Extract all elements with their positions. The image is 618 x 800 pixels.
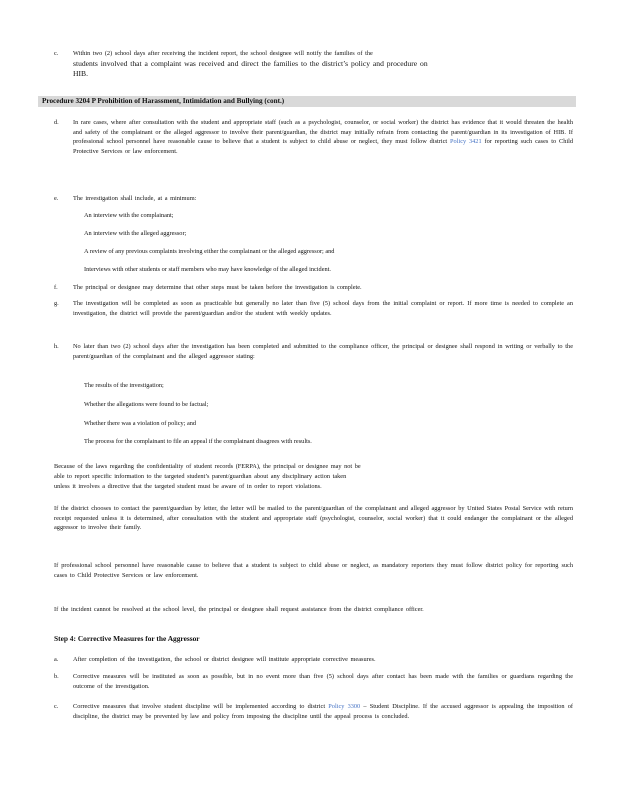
item-c-line2: students involved that a complaint was received and direct the families to the district’s policy and procedure on <box>73 59 428 68</box>
list-item: An interview with the alleged aggressor; <box>84 230 187 237</box>
ferpa-line1: Because of the laws regarding the confidentiality of student records (FERPA), the principal or designee may not be <box>54 463 361 470</box>
list-item: Interviews with other students or staff members who may have knowledge of the alleged incident. <box>84 266 331 273</box>
procedure-header: Procedure 3204 P Prohibition of Harassment, Intimidation and Bullying (cont.) <box>38 96 576 107</box>
item-c-line3: HIB. <box>73 69 88 78</box>
item-c-line1: Within two (2) school days after receiving the incident report, the school designee will notify the families of the <box>73 50 373 57</box>
list-item: An interview with the complainant; <box>84 212 174 219</box>
item-h-paragraph: No later than two (2) school days after the investigation has been completed and submitted to the compliance officer, the principal or designee shall respond in writing or verbally to the parent/guardian of the complainant and the alleged aggressor stating: <box>73 343 573 360</box>
item-label: h. <box>54 343 59 350</box>
unresolved-paragraph: If the incident cannot be resolved at the school level, the principal or designee shall request assistance from the district compliance officer. <box>54 606 424 613</box>
item-d-paragraph: In rare cases, where after consultation with the student and appropriate staff (such as a psychologist, counselor, or social worker) the district has evidence that it would threaten the health and safety of the complainant or the alleged aggressor to involve their parent/guardian, the district may initially refrain from contacting the parent/guardian in its investigation of HIB. If professional school personnel have reasonable cause to believe that a student is subject to child abuse or neglect, they must follow district Policy 3421 for reporting such cases to Child Protective Services or law enforcement. <box>73 119 573 155</box>
step4-b-paragraph: Corrective measures will be instituted as soon as possible, but in no event more than five (5) school days after contact has been made with the families or guardians regarding the outcome of the investigation. <box>73 673 573 690</box>
ferpa-line2: able to report specific information to the targeted student’s parent/guardian about any disciplinary action taken <box>54 473 347 480</box>
ferpa-line3: unless it involves a directive that the targeted student must be aware of in order to report violations. <box>54 483 322 490</box>
item-label: g. <box>54 300 59 307</box>
letter-paragraph: If the district chooses to contact the parent/guardian by letter, the letter will be mailed to the parent/guardian of the complainant and alleged aggressor by United States Postal Service with return receipt requested unless it is determined, after consultation with the student and appropriate staff (psychologist, counselor, social worker) that it could endanger the complainant or the alleged aggressor to involve their family. <box>54 505 573 532</box>
step4-heading: Step 4: Corrective Measures for the Aggressor <box>54 634 200 643</box>
step4-a-paragraph: After completion of the investigation, the school or district designee will institute appropriate corrective measures. <box>73 656 376 663</box>
item-g-paragraph: The investigation will be completed as soon as practicable but generally no later than five (5) school days from the initial complaint or report. If more time is needed to complete an investigation, the district will provide the parent/guardian and/or the student with weekly updates. <box>73 300 573 317</box>
item-label: c. <box>54 50 59 57</box>
item-e-intro: The investigation shall include, at a minimum: <box>73 195 197 202</box>
item-label: d. <box>54 119 59 126</box>
list-item: The results of the investigation; <box>84 382 164 389</box>
list-item: A review of any previous complaints involving either the complainant or the alleged aggressor; and <box>84 248 335 255</box>
item-label: e. <box>54 195 59 202</box>
item-label: a. <box>54 656 59 663</box>
item-label: b. <box>54 673 59 680</box>
step4-c-paragraph: Corrective measures that involve student discipline will be implemented according to district Policy 3300 – Student Discipline. If the accused aggressor is appealing the imposition of discipline, the district may be prevented by law and policy from imposing the discipline until the appeal process is concluded. <box>73 703 574 720</box>
list-item: Whether the allegations were found to be factual; <box>84 401 209 408</box>
list-item: Whether there was a violation of policy; and <box>84 420 197 427</box>
policy-3300-link[interactable]: Policy 3300 <box>328 703 361 710</box>
item-label: c. <box>54 703 59 710</box>
item-f-paragraph: The principal or designee may determine that other steps must be taken before the investigation is complete. <box>73 284 362 291</box>
abuse-paragraph: If professional school personnel have reasonable cause to believe that a student is subject to child abuse or neglect, as mandatory reporters they must follow district policy for reporting such cases to Child Protective Services or law enforcement. <box>54 562 573 579</box>
policy-3421-link[interactable]: Policy 3421 <box>450 138 482 146</box>
list-item: The process for the complainant to file an appeal if the complainant disagrees with results. <box>84 438 312 445</box>
item-label: f. <box>54 284 58 291</box>
